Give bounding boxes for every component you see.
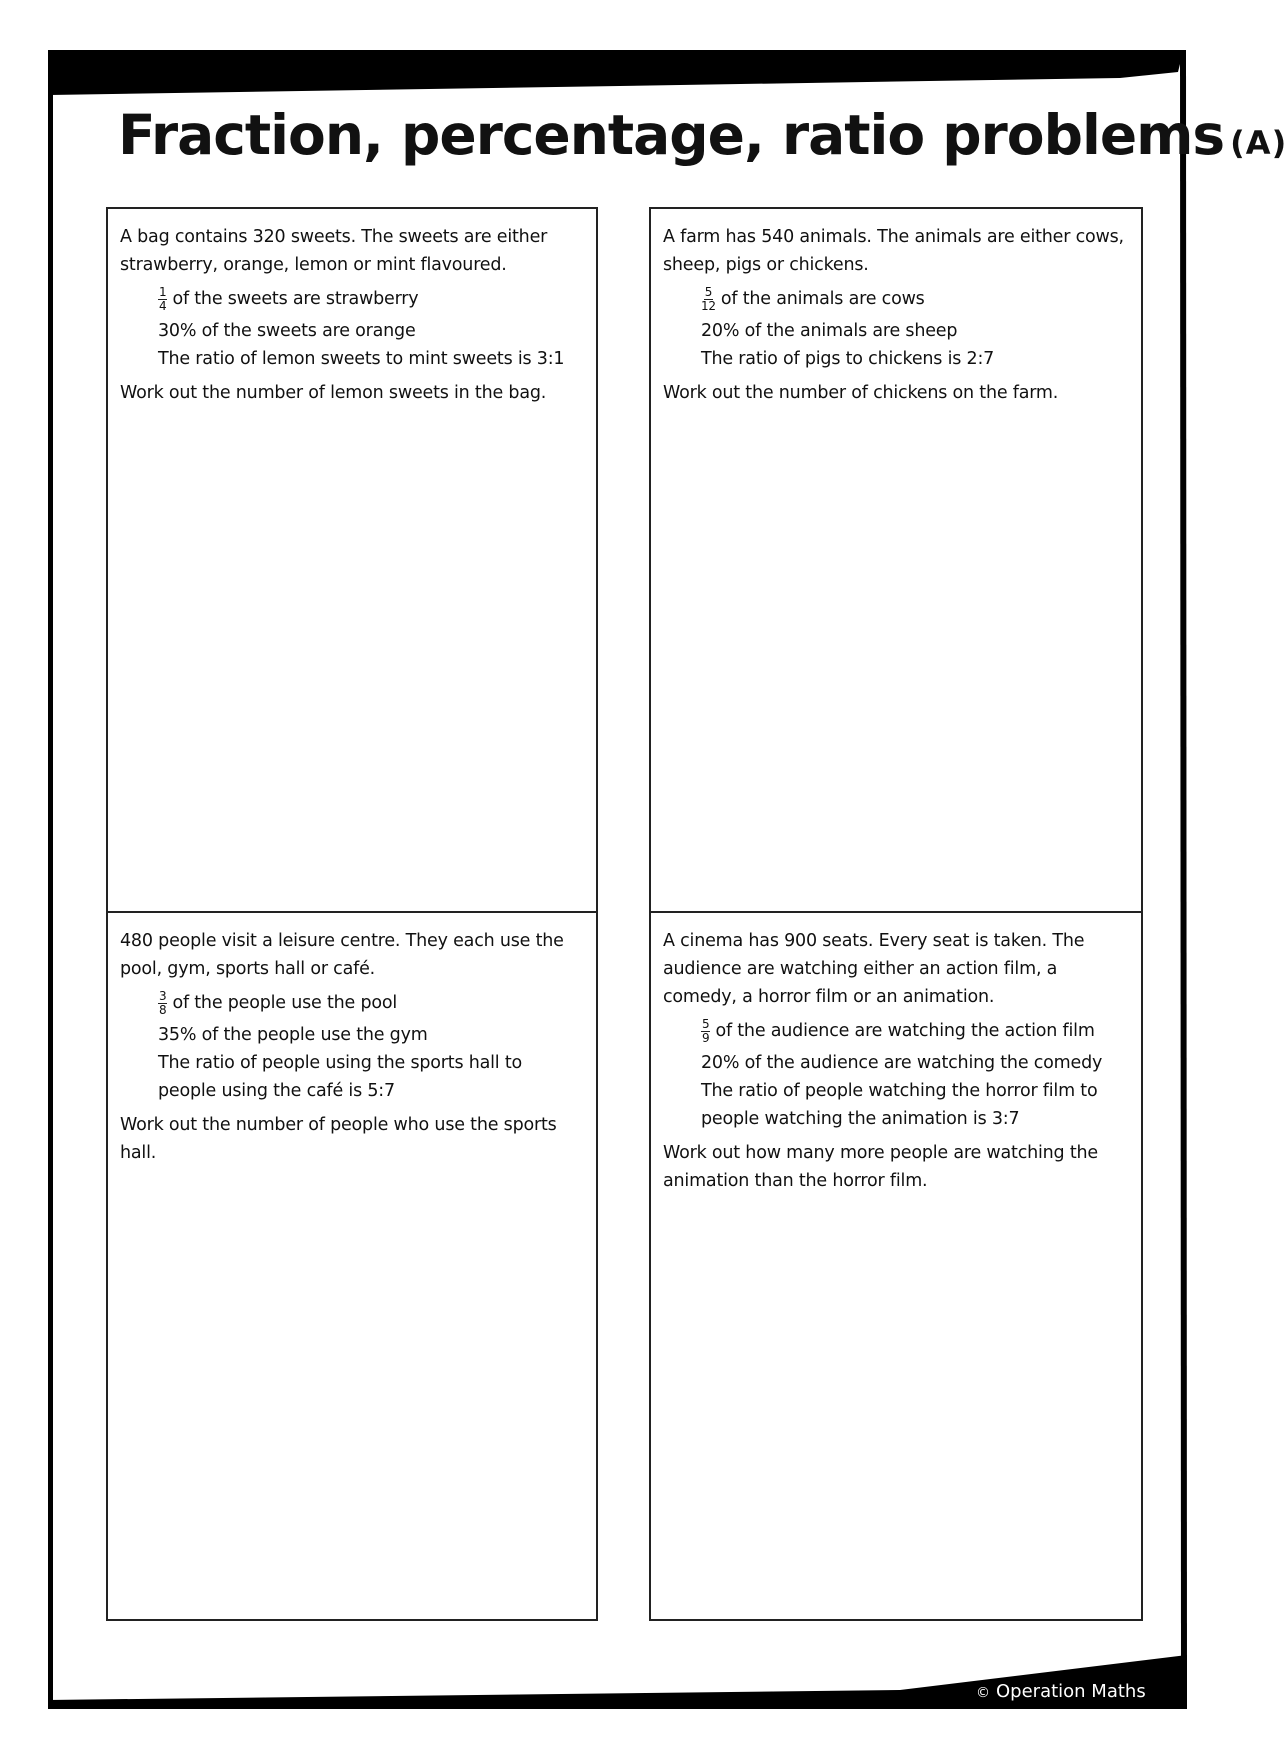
fraction-numerator: 5 [702,1016,710,1031]
fraction [701,1018,710,1045]
fraction-denominator: 12 [701,298,716,313]
problem-intro: A farm has 540 animals. The animals are either cows, sheep, pigs or chickens. [663,227,1124,275]
fraction-denominator: 8 [159,1002,167,1017]
fraction-text: of the sweets are strawberry [172,289,419,309]
fraction-fact [701,1017,1129,1045]
problem-intro: A cinema has 900 seats. Every seat is taken. The audience are watching either an action film, a comedy, a horror film or an animation. [663,931,1085,1007]
problem-card-1 [106,207,598,913]
top-band [50,50,1183,95]
fraction-numerator: 3 [159,988,167,1003]
percent-fact: 30% of the sweets are orange [158,321,416,341]
fraction [158,286,167,313]
problem-card-4 [649,911,1143,1621]
problem-facts [158,989,584,1105]
fraction [158,990,167,1017]
problem-card-2 [649,207,1143,913]
fraction [701,286,716,313]
title-suffix: (A) [1230,124,1287,162]
ratio-fact: The ratio of people watching the horror film to people watching the animation is 3:7 [701,1081,1098,1129]
page-title [118,103,1287,167]
problem-facts [701,1017,1129,1133]
footer-text: Operation Maths [996,1681,1146,1702]
fraction-text: of the people use the pool [172,993,398,1013]
percent-fact: 35% of the people use the gym [158,1025,428,1045]
copyright-icon: © [976,1685,990,1701]
percent-fact: 20% of the animals are sheep [701,321,958,341]
problem-card-3 [106,911,598,1621]
fraction-numerator: 1 [159,284,167,299]
fraction-fact [158,989,584,1017]
problem-question: Work out the number of chickens on the farm. [663,383,1059,403]
right-border [1180,50,1187,1700]
problem-intro: A bag contains 320 sweets. The sweets are either strawberry, orange, lemon or mint flavoured. [120,227,548,275]
fraction-denominator: 4 [159,298,167,313]
fraction-denominator: 9 [702,1030,710,1045]
fraction-fact [158,285,584,313]
percent-fact: 20% of the audience are watching the comedy [701,1053,1103,1073]
problem-question: Work out how many more people are watching the animation than the horror film. [663,1143,1098,1191]
problem-facts [158,285,584,373]
fraction-fact [701,285,1129,313]
problem-question: Work out the number of lemon sweets in the bag. [120,383,547,403]
problem-intro: 480 people visit a leisure centre. They each use the pool, gym, sports hall or café. [120,931,564,979]
fraction-text: of the animals are cows [720,289,925,309]
title-main: Fraction, percentage, ratio problems [118,103,1225,167]
left-border [48,50,53,1700]
fraction-text: of the audience are watching the action film [715,1021,1095,1041]
fraction-numerator: 5 [704,284,713,299]
ratio-fact: The ratio of pigs to chickens is 2:7 [701,349,995,369]
footer-credit [976,1681,1146,1702]
ratio-fact: The ratio of people using the sports hall to people using the café is 5:7 [158,1053,522,1101]
ratio-fact: The ratio of lemon sweets to mint sweets is 3:1 [158,349,565,369]
problem-question: Work out the number of people who use the sports hall. [120,1115,557,1163]
problem-facts [701,285,1129,373]
